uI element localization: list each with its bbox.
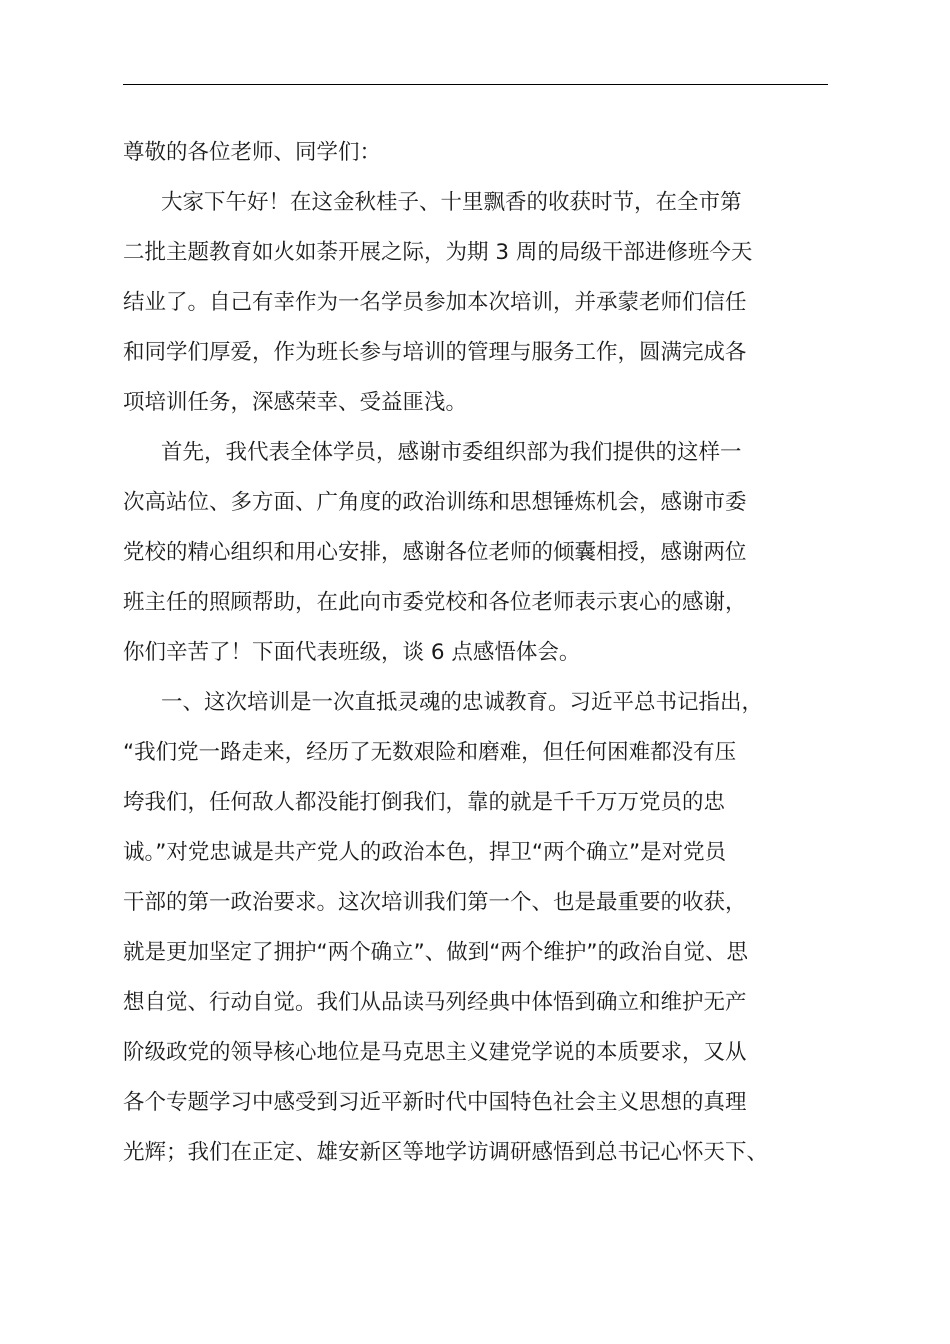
paragraph-line: 党校的精心组织和用心安排，感谢各位老师的倾囊相授，感谢两位 (123, 540, 747, 565)
body-text (123, 128, 843, 1178)
salutation-line: 尊敬的各位老师、同学们： (123, 140, 382, 165)
paragraph-line: 垮我们，任何敌人都没能打倒我们，靠的就是千千万万党员的忠 (123, 790, 726, 815)
paragraph-line: 各个专题学习中感受到习近平新时代中国特色社会主义思想的真理 (123, 1090, 747, 1115)
paragraph-line: 结业了。自己有幸作为一名学员参加本次培训，并承蒙老师们信任 (123, 290, 747, 315)
paragraph-line: 一、这次培训是一次直抵灵魂的忠诚教育。习近平总书记指出， (161, 690, 764, 715)
paragraph-line: 想自觉、行动自觉。我们从品读马列经典中体悟到确立和维护无产 (123, 990, 747, 1015)
header-rule (123, 84, 828, 85)
paragraph-line: 次高站位、多方面、广角度的政治训练和思想锤炼机会，感谢市委 (123, 490, 747, 515)
paragraph-line: 项培训任务，深感荣幸、受益匪浅。 (123, 390, 468, 415)
paragraph-line: 班主任的照顾帮助，在此向市委党校和各位老师表示衷心的感谢， (123, 590, 747, 615)
paragraph-line: 大家下午好！在这金秋桂子、十里飘香的收获时节，在全市第 (161, 190, 742, 215)
paragraph-line: 干部的第一政治要求。这次培训我们第一个、也是最重要的收获， (123, 890, 747, 915)
paragraph-line: 阶级政党的领导核心地位是马克思主义建党学说的本质要求，又从 (123, 1040, 747, 1065)
paragraph-line: 就是更加坚定了拥护“两个确立”、做到“两个维护”的政治自觉、思 (123, 940, 749, 965)
paragraph-line: 首先，我代表全体学员，感谢市委组织部为我们提供的这样一 (161, 440, 742, 465)
paragraph-line: 光辉；我们在正定、雄安新区等地学访调研感悟到总书记心怀天下、 (123, 1140, 769, 1165)
paragraph-line: “我们党一路走来，经历了无数艰险和磨难，但任何困难都没有压 (123, 740, 737, 765)
paragraph-line: 和同学们厚爱，作为班长参与培训的管理与服务工作，圆满完成各 (123, 340, 747, 365)
paragraph-line: 二批主题教育如火如荼开展之际，为期 3 周的局级干部进修班今天 (123, 240, 753, 265)
paragraph-line: 你们辛苦了！下面代表班级，谈 6 点感悟体会。 (123, 640, 581, 665)
paragraph-line: 诚。”对党忠诚是共产党人的政治本色，捍卫“两个确立”是对党员 (123, 840, 727, 865)
